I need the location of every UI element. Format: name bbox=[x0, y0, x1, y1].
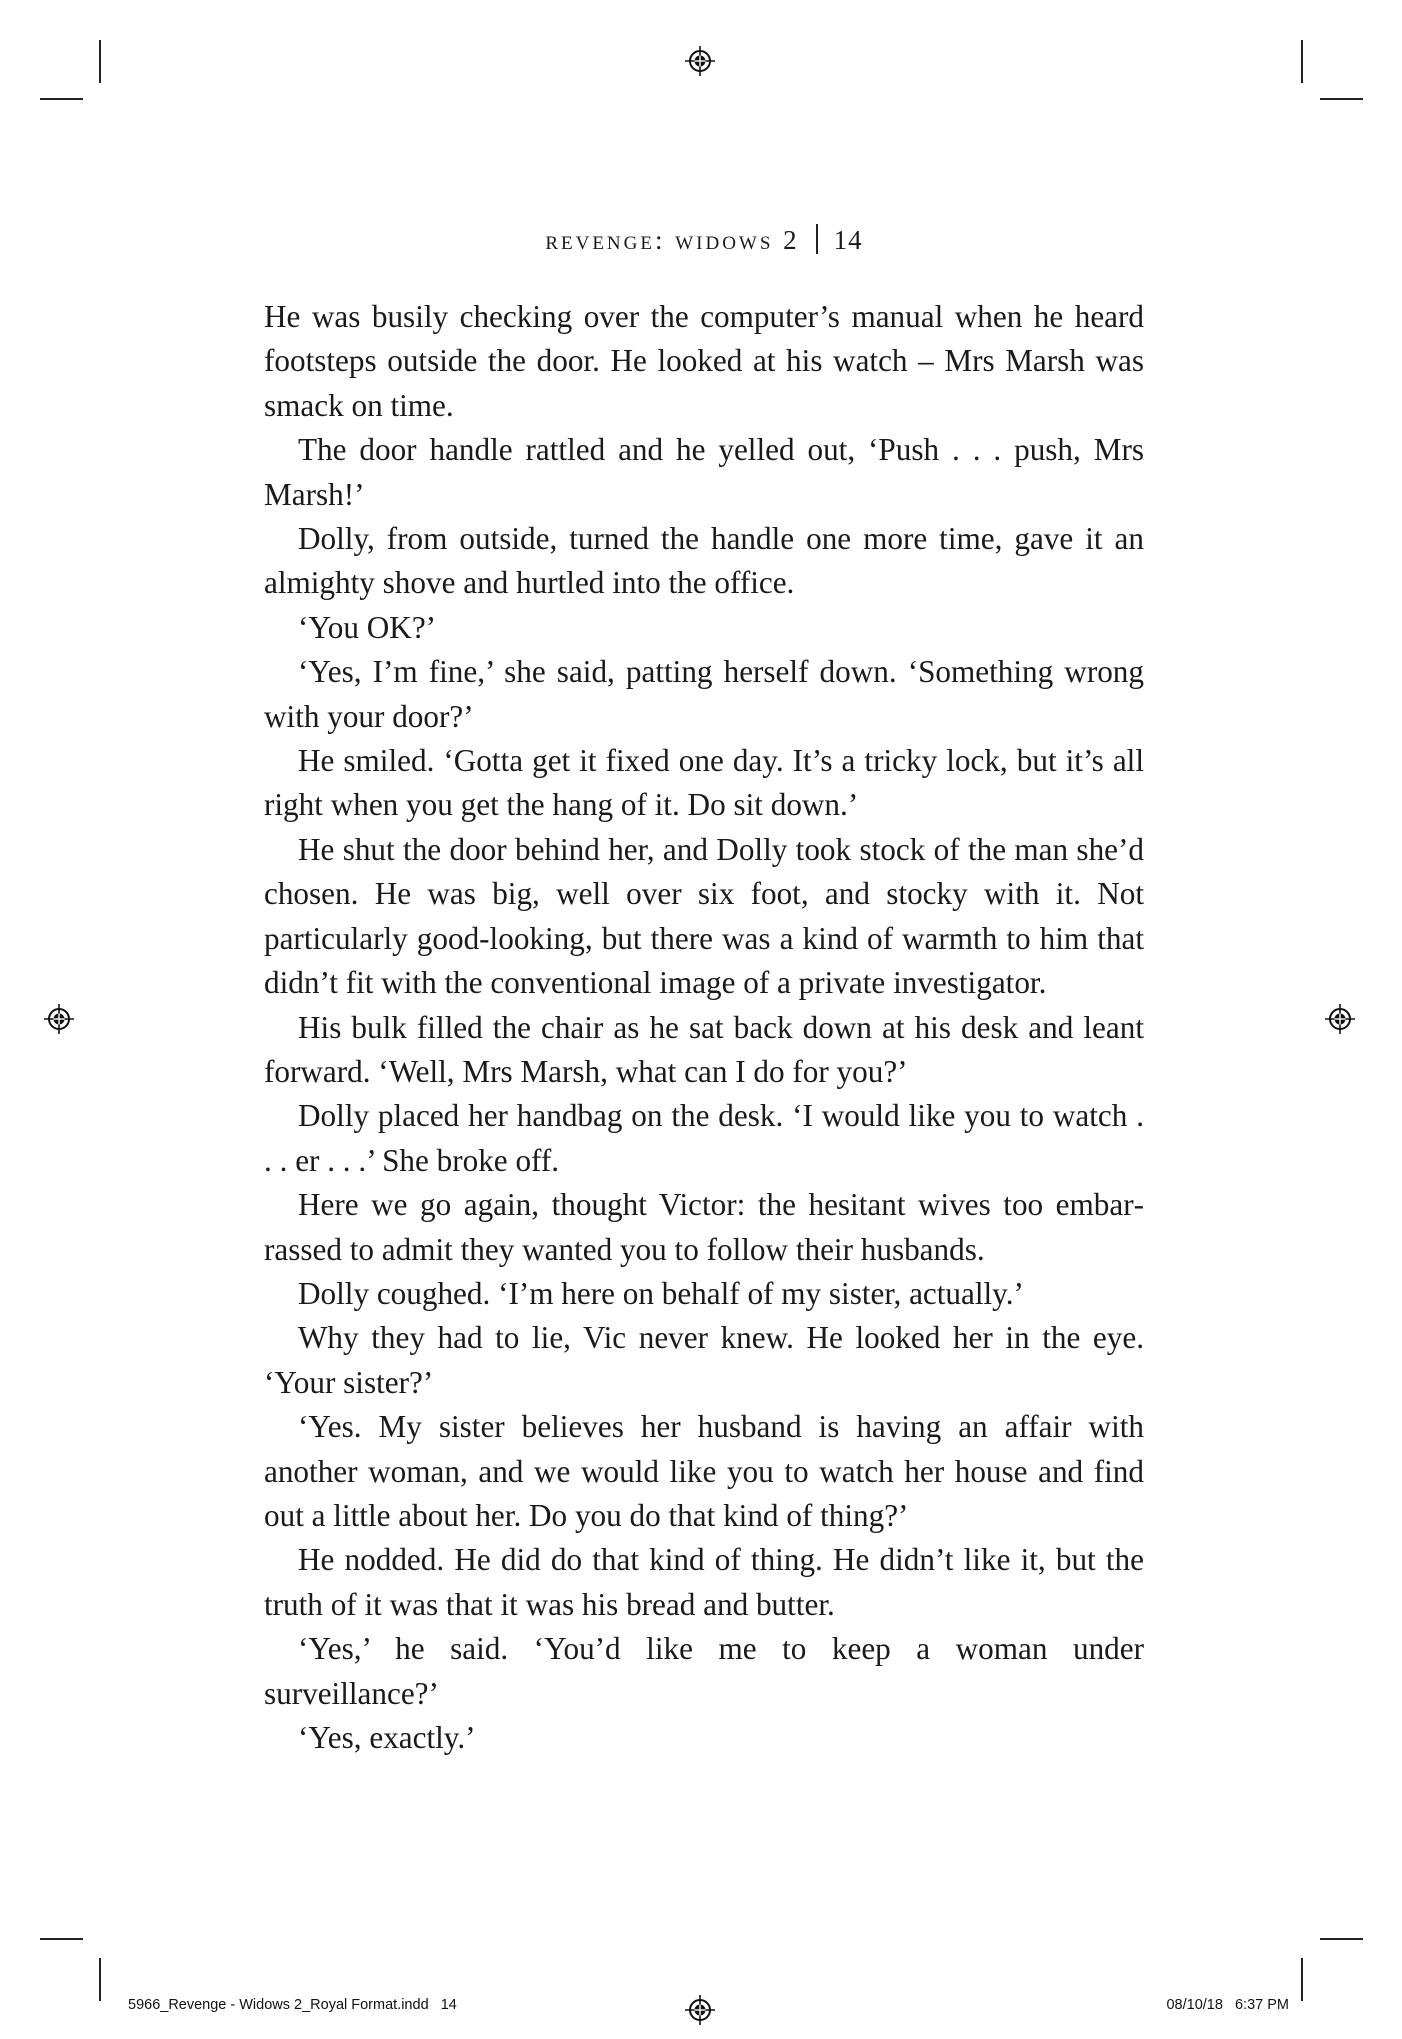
paragraph: His bulk filled the chair as he sat back down at his desk and leant forward. ‘Well, Mrs Marsh, what can I do for you?’ bbox=[264, 1009, 1144, 1089]
paragraph: He shut the door behind her, and Dolly took stock of the man she’d chosen. He was big, well over six foot, and stocky with it. Not particularly good-looking, but there was a kind of warmth to him that didn’t fit with the conventional image of a private investigator. bbox=[264, 831, 1144, 1001]
slug-timestamp: 08/10/18 6:37 PM bbox=[1166, 1997, 1289, 2013]
paragraph: Here we go again, thought Victor: the hesitant wives too embarrassed to admit they wanted you to follow their husbands. bbox=[264, 1187, 1144, 1267]
crop-mark bbox=[1320, 1938, 1363, 1940]
paragraph: He was busily checking over the computer’s manual when he heard footsteps outside the door. He looked at his watch – Mrs Marsh was smack on time. bbox=[264, 299, 1144, 423]
paragraph: ‘Yes. My sister believes her husband is having an affair with another woman, and we would like you to watch her house and find out a little about her. Do you do that kind of thing?’ bbox=[264, 1409, 1144, 1533]
paragraph: Why they had to lie, Vic never knew. He looked her in the eye. ‘Your sister?’ bbox=[264, 1320, 1144, 1400]
paragraph: Dolly placed her handbag on the desk. ‘I would like you to watch . . . er . . .’ She broke off. bbox=[264, 1098, 1144, 1178]
crop-mark bbox=[1301, 1958, 1303, 2001]
crop-mark bbox=[99, 40, 101, 83]
paragraph: He smiled. ‘Gotta get it fixed one day. It’s a tricky lock, but it’s all right when you get the hang of it. Do sit down.’ bbox=[264, 743, 1144, 823]
registration-target-icon bbox=[1325, 1004, 1355, 1034]
crop-mark bbox=[40, 98, 83, 100]
registration-target-icon bbox=[685, 46, 715, 76]
paragraph: Dolly, from outside, turned the handle one more time, gave it an almighty shove and hurtled into the office. bbox=[264, 521, 1144, 601]
page-number: 14 bbox=[833, 225, 863, 255]
paragraph: He nodded. He did do that kind of thing. He didn’t like it, but the truth of it was that it was his bread and butter. bbox=[264, 1542, 1144, 1622]
body-text bbox=[264, 295, 1144, 1760]
paragraph: The door handle rattled and he yelled out, ‘Push . . . push, Mrs Marsh!’ bbox=[264, 432, 1144, 512]
crop-mark bbox=[99, 1958, 101, 2001]
crop-mark bbox=[40, 1938, 83, 1940]
crop-mark bbox=[1320, 98, 1363, 100]
crop-mark bbox=[1301, 40, 1303, 83]
paragraph: ‘Yes, I’m fine,’ she said, patting herself down. ‘Something wrong with your door?’ bbox=[264, 654, 1144, 734]
running-title: revenge: widows 2 bbox=[545, 225, 800, 255]
registration-target-icon bbox=[685, 1995, 715, 2025]
paragraph: ‘You OK?’ bbox=[298, 609, 437, 645]
paragraph: Dolly coughed. ‘I’m here on behalf of my sister, actually.’ bbox=[298, 1275, 1024, 1311]
paragraph: ‘Yes, exactly.’ bbox=[298, 1720, 476, 1755]
header-divider bbox=[816, 224, 818, 254]
paragraph: ‘Yes,’ he said. ‘You’d like me to keep a woman under surveillance?’ bbox=[264, 1631, 1144, 1711]
slug-file-name: 5966_Revenge - Widows 2_Royal Format.indd 14 bbox=[128, 1997, 457, 2013]
registration-target-icon bbox=[44, 1004, 74, 1034]
running-header bbox=[264, 220, 1144, 260]
